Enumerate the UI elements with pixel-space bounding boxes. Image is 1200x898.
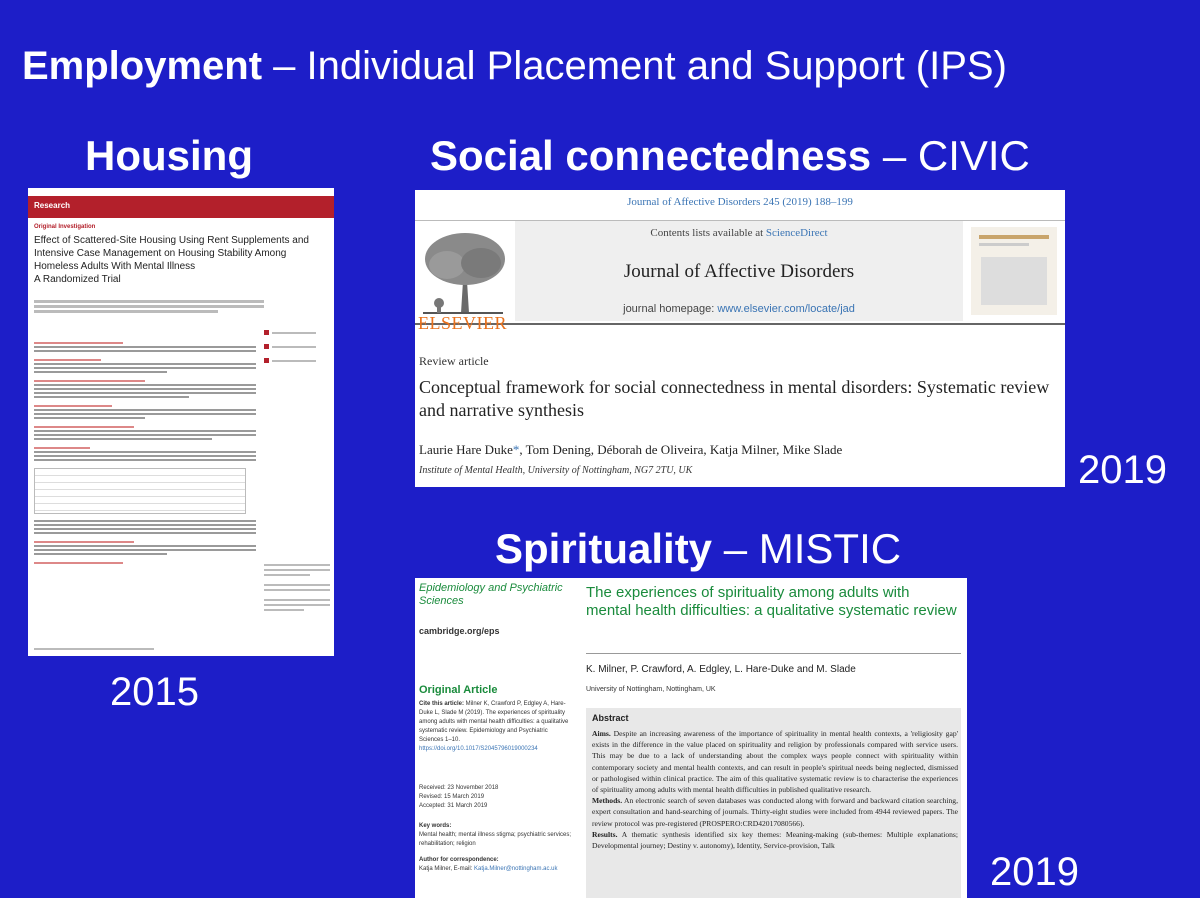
eps-divider (586, 653, 961, 654)
jama-section-bar (28, 196, 334, 218)
jad-contents-prefix: Contents lists available at (650, 227, 766, 239)
eps-corr-text: Katja Milner, E-mail: (419, 866, 475, 872)
elsevier-tree-icon (417, 225, 509, 321)
eps-methods-label: Methods. (592, 796, 623, 806)
jama-subtitle-text: A Randomized Trial (34, 274, 121, 285)
jad-first-author: Laurie Hare Duke (419, 442, 513, 457)
eps-journal-url: cambridge.org/eps (419, 626, 500, 636)
elsevier-logo-text: ELSEVIER (418, 313, 507, 333)
jama-paper-title (34, 234, 324, 286)
spirituality-heading-rest: – MISTIC (712, 525, 902, 572)
eps-cite-label: Cite this article: (419, 701, 465, 707)
employment-heading-rest: – Individual Placement and Support (IPS) (262, 44, 1007, 88)
jad-affiliation: Institute of Mental Health, University of Nottingham, NG7 2TU, UK (419, 465, 693, 476)
jama-abstract-block (34, 340, 256, 571)
eps-abstract-heading: Abstract (592, 713, 629, 723)
eps-correspondence (419, 856, 573, 874)
eps-sidebar (415, 578, 577, 898)
social-heading-rest: – CIVIC (871, 132, 1030, 179)
eps-dates (419, 784, 573, 811)
eps-aims-label: Aims. (592, 729, 611, 738)
social-connectedness-paper-image (415, 190, 1065, 487)
jama-article-label: Original Investigation (34, 224, 96, 230)
jama-title-text: Effect of Scattered-Site Housing Using Rent Supplements and Intensive Case Management on Housing Stability Among Homeless Adults With Mental Illness (34, 235, 309, 272)
eps-affiliation: University of Nottingham, Nottingham, UK (586, 686, 716, 693)
eps-abstract-text (592, 728, 958, 851)
social-connectedness-heading (430, 132, 1030, 180)
eps-revised: Revised: 15 March 2019 (419, 794, 485, 800)
eps-journal-name: Epidemiology and Psychiatric Sciences (419, 582, 563, 607)
jama-footer (34, 648, 154, 650)
housing-year: 2015 (110, 670, 199, 714)
eps-corr-label: Author for correspondence: (419, 857, 499, 863)
spirituality-heading-bold: Spirituality (495, 525, 713, 572)
jad-masthead (415, 220, 1065, 333)
spirituality-paper-image (415, 578, 967, 898)
eps-doi-link[interactable]: https://doi.org/10.1017/S2045796019000234 (419, 746, 538, 752)
jama-authors-block (34, 298, 264, 315)
eps-keywords-label: Key words: (419, 823, 452, 829)
spirituality-year: 2019 (990, 850, 1079, 894)
spirituality-heading (495, 525, 901, 573)
employment-heading-bold: Employment (22, 44, 263, 88)
jad-journal-band (515, 221, 963, 321)
jad-corresponding-star: * (512, 442, 520, 457)
eps-results-label: Results. (592, 829, 618, 839)
jama-side-links (264, 330, 330, 611)
eps-results-text: A thematic synthesis identified six key themes: Meaning-making (sub-themes: Multiple explanations; Developmental journey; Destiny v. autonomy), Identity, Service-provision, Talk (592, 829, 958, 851)
housing-heading: Housing (85, 132, 253, 179)
eps-article-type: Original Article (419, 684, 498, 696)
jad-other-authors: , Tom Dening, Déborah de Oliveira, Katja Milner, Mike Slade (519, 442, 843, 457)
jama-section-label: Research (34, 201, 71, 210)
eps-received: Received: 23 November 2018 (419, 785, 499, 791)
jad-article-type: Review article (419, 354, 489, 368)
jad-authors (419, 442, 842, 458)
jad-citation: Journal of Affective Disorders 245 (2019) 188–199 (627, 196, 853, 208)
jad-homepage-link[interactable]: www.elsevier.com/locate/jad (717, 303, 855, 315)
eps-methods-text: An electronic search of seven databases was conducted along with forward and backward citation searching, expert consultation and hand-searching of journals. Thirty-eight studies were included from 4944 reviewed papers. The review protocol was pre-registered (PROSPERO:CRD42017080566). (592, 796, 958, 828)
housing-paper-image (28, 188, 334, 656)
eps-keywords-text: Mental health; mental illness stigma; psychiatric services; rehabilitation; religion (419, 832, 572, 847)
jad-journal-name: Journal of Affective Disorders (623, 261, 855, 282)
eps-accepted: Accepted: 31 March 2019 (419, 803, 488, 809)
eps-authors: K. Milner, P. Crawford, A. Edgley, L. Hare-Duke and M. Slade (586, 664, 856, 675)
sciencedirect-link[interactable]: ScienceDirect (765, 227, 828, 239)
social-heading-bold: Social connectedness (430, 132, 872, 179)
jad-homepage-prefix: journal homepage: (623, 303, 718, 315)
jad-paper-title: Conceptual framework for social connectedness in mental disorders: Systematic review and narrative synthesis (419, 377, 1050, 420)
eps-keywords (419, 822, 573, 849)
eps-abstract-box (586, 708, 961, 898)
jad-cover-thumbnail (971, 227, 1057, 315)
eps-citation (419, 700, 573, 754)
jad-homepage-line (515, 303, 963, 315)
jad-contents-line (515, 227, 963, 239)
eps-cite-text: Milner K, Crawford P, Edgley A, Hare-Duke L, Slade M (2019). The experiences of spirituality among adults with mental health difficulties: a qualitative systematic review. Epidemiology and Psychiatric Sciences 1–10. (419, 701, 569, 743)
eps-corr-email[interactable]: Katja.Milner@nottingham.ac.uk (474, 866, 558, 872)
employment-heading (22, 44, 1007, 89)
jama-results-table (34, 468, 246, 514)
eps-aims-text: Despite an increasing awareness of the importance of spirituality in mental health contexts, a 'religiosity gap' exists in the difference in the value placed on spirituality and religion by professionals compared with service users. This may be due to a lack of understanding about the complex ways people connect with spirituality within contemporary society and mental health contexts, and can result in people's spiritual needs being neglected, dismissed or pathologised within clinical practice. The aim of this qualitative systematic review is to characterise the experiences of spirituality among adults with mental health difficulties in published qualitative research. (592, 729, 958, 795)
eps-paper-title: The experiences of spirituality among adults with mental health difficulties: a qualitative systematic review (586, 584, 957, 619)
social-year: 2019 (1078, 448, 1167, 492)
